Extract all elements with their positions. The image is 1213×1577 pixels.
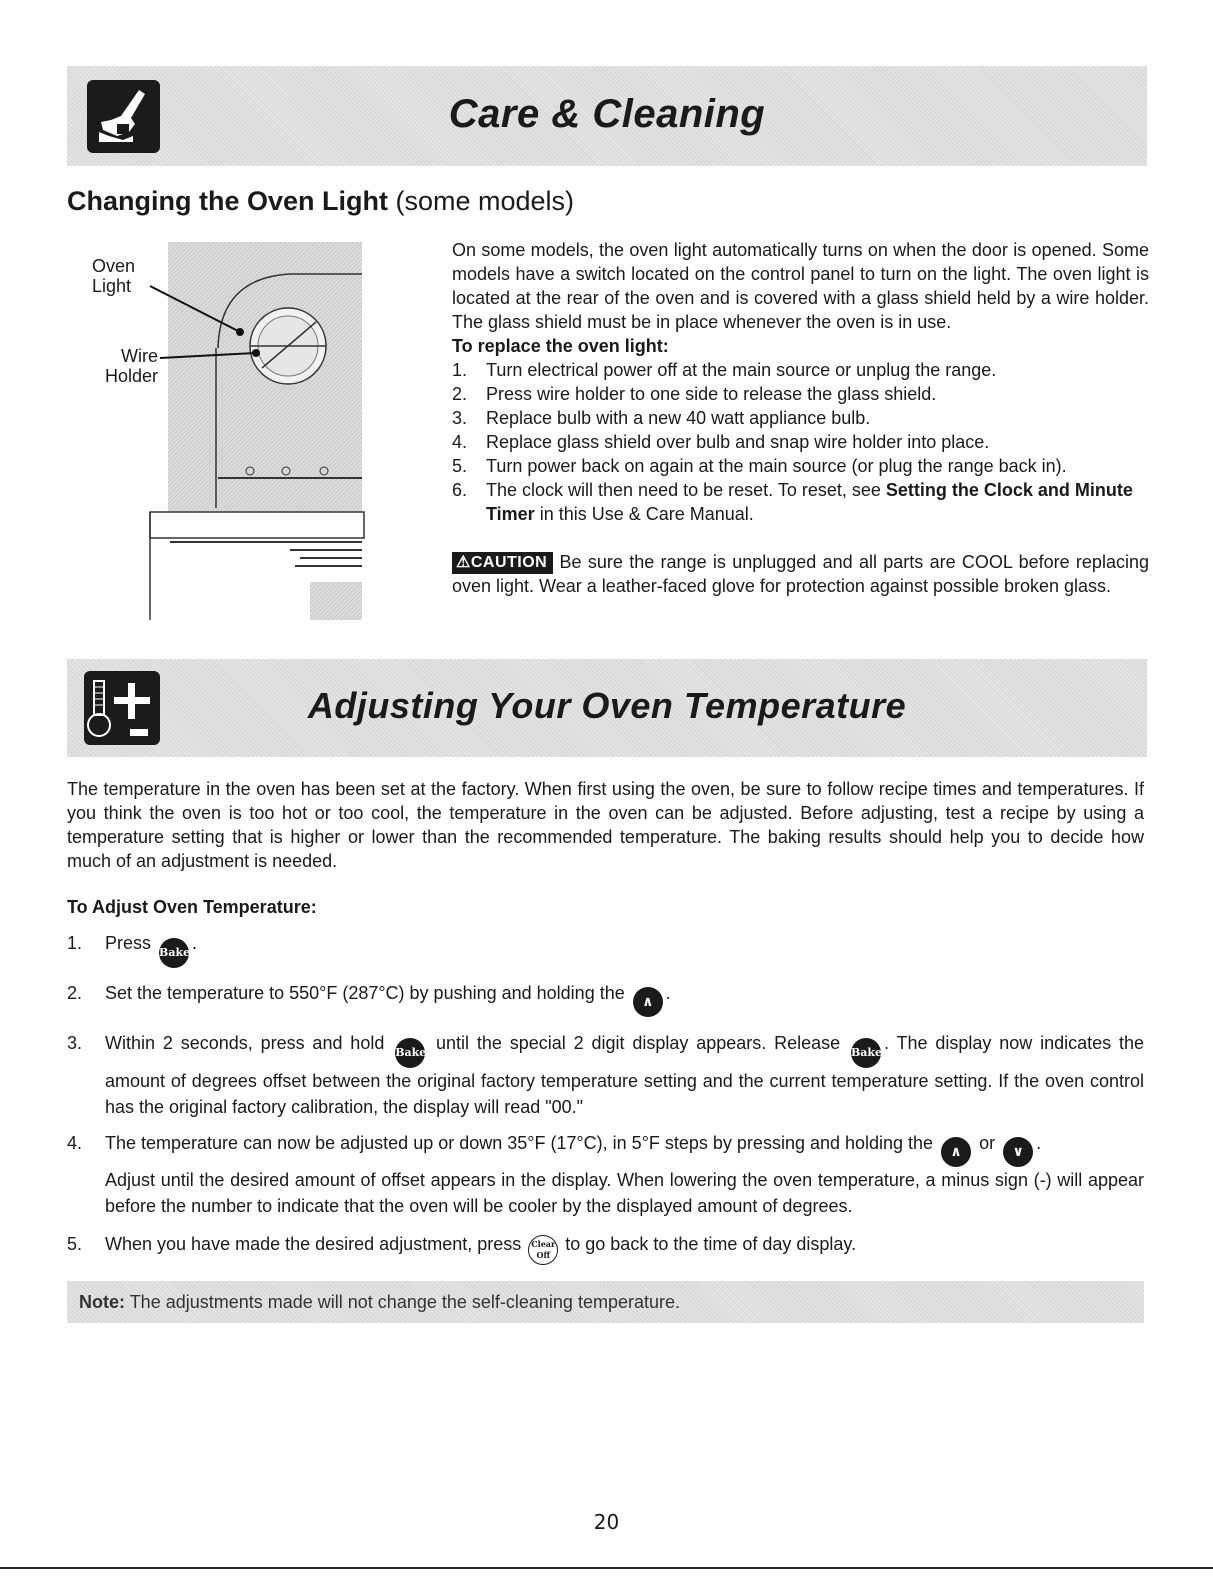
oven-light-heading-bold: Changing the Oven Light — [67, 186, 388, 216]
oven-light-callout: Oven Light — [92, 256, 136, 296]
replace-light-subhead: To replace the oven light: — [452, 336, 669, 356]
oven-light-heading-rest: (some models) — [395, 186, 575, 216]
bake-button-icon: Bake — [159, 938, 189, 968]
caution-badge: ⚠CAUTION — [452, 552, 553, 574]
list-item: 3. Within 2 seconds, press and hold Bake until the special 2 digit display appears. Release Bake . The display now indicates the amount of degrees offset between the original factory temperature setting and the current temperature setting. If the oven control has the original factory calibration, the display will read "00." — [67, 1033, 1144, 1117]
list-item: 4. Replace glass shield over bulb and snap wire holder into place. — [452, 432, 990, 452]
down-arrow-button-icon: ∨ — [1003, 1137, 1033, 1167]
list-item: 4. The temperature can now be adjusted up or down 35°F (17°C), in 5°F steps by pressing and holding the ∧ or ∨ . Adjust until the desired amount of offset appears in the display. When lowering the oven temperature, a minus sign (-) will appear before the number to indicate that the oven will be cooler by the displayed amount of degrees. — [67, 1130, 1144, 1219]
list-item: 3. Replace bulb with a new 40 watt appliance bulb. — [452, 408, 871, 428]
oven-light-text — [452, 238, 1149, 598]
oven-temperature-banner — [67, 659, 1147, 757]
oven-interior-illustration — [90, 238, 370, 628]
temperature-intro: The temperature in the oven has been set at the factory. When first using the oven, be sure to follow recipe times and temperatures. If you think the oven is too hot or too cool, the temperature in the oven can be adjusted. Before adjusting, test a recipe by using a temperature setting that is higher or lower than the recommended temperature. The baking results should help you to decide how much of an adjustment is needed. — [67, 779, 1144, 871]
page-bottom-rule — [0, 1567, 1213, 1569]
up-arrow-button-icon: ∧ — [633, 987, 663, 1017]
oven-light-heading — [67, 186, 574, 217]
offset-explanation: Adjust until the desired amount of offset appears in the display. When lowering the oven temperature, a minus sign (-) will appear before the number to indicate that the oven will be cooler by the displayed amount of degrees. — [105, 1170, 1144, 1216]
list-item: 2. Set the temperature to 550°F (287°C) by pushing and holding the ∧ . — [67, 980, 1144, 1030]
note-bar — [67, 1281, 1144, 1323]
list-item: 6. The clock will then need to be reset. To reset, see Setting the Clock and Minute Timer in this Use & Care Manual. — [452, 480, 1133, 524]
replace-light-steps — [452, 358, 1149, 526]
oven-light-figure — [90, 238, 370, 628]
list-item: 1. Turn electrical power off at the main source or unplug the range. — [452, 360, 997, 380]
adjust-temperature-subhead: To Adjust Oven Temperature: — [67, 897, 317, 917]
bake-button-icon: Bake — [395, 1038, 425, 1068]
oven-light-intro: On some models, the oven light automatically turns on when the door is opened. Some models have a switch located on the control panel to turn on the light. The oven light is located at the rear of the oven and is covered with a glass shield held by a wire holder. The glass shield must be in place whenever the oven is in use. — [452, 240, 1149, 332]
warning-triangle-icon: ⚠ — [456, 554, 471, 571]
note-label: Note: — [79, 1292, 125, 1312]
clear-off-button-icon: Clear Off — [528, 1235, 558, 1265]
wire-holder-callout: Wire Holder — [104, 346, 158, 386]
adjust-temperature-steps — [67, 930, 1144, 1265]
list-item: 5. When you have made the desired adjustment, press Clear Off to go back to the time of day display. — [67, 1231, 1144, 1265]
list-item: 2. Press wire holder to one side to release the glass shield. — [452, 384, 937, 404]
note-text: The adjustments made will not change the self-cleaning temperature. — [129, 1292, 680, 1312]
caution-text: Be sure the range is unplugged and all parts are COOL before replacing oven light. Wear a leather-faced glove for protection against possible broken glass. — [452, 552, 1149, 596]
care-cleaning-banner — [67, 66, 1147, 166]
setting-clock-reference: Setting the Clock and Minute Timer — [486, 480, 1133, 524]
caution-block — [452, 550, 1149, 598]
list-item: 5. Turn power back on again at the main source (or plug the range back in). — [452, 456, 1067, 476]
list-item: 1. Press Bake . — [67, 930, 1144, 980]
up-arrow-button-icon: ∧ — [941, 1137, 971, 1167]
oven-temperature-title: Adjusting Your Oven Temperature — [307, 685, 907, 726]
page-number: 20 — [593, 1510, 620, 1534]
bake-button-icon: Bake — [851, 1038, 881, 1068]
care-cleaning-title: Care & Cleaning — [448, 92, 766, 136]
